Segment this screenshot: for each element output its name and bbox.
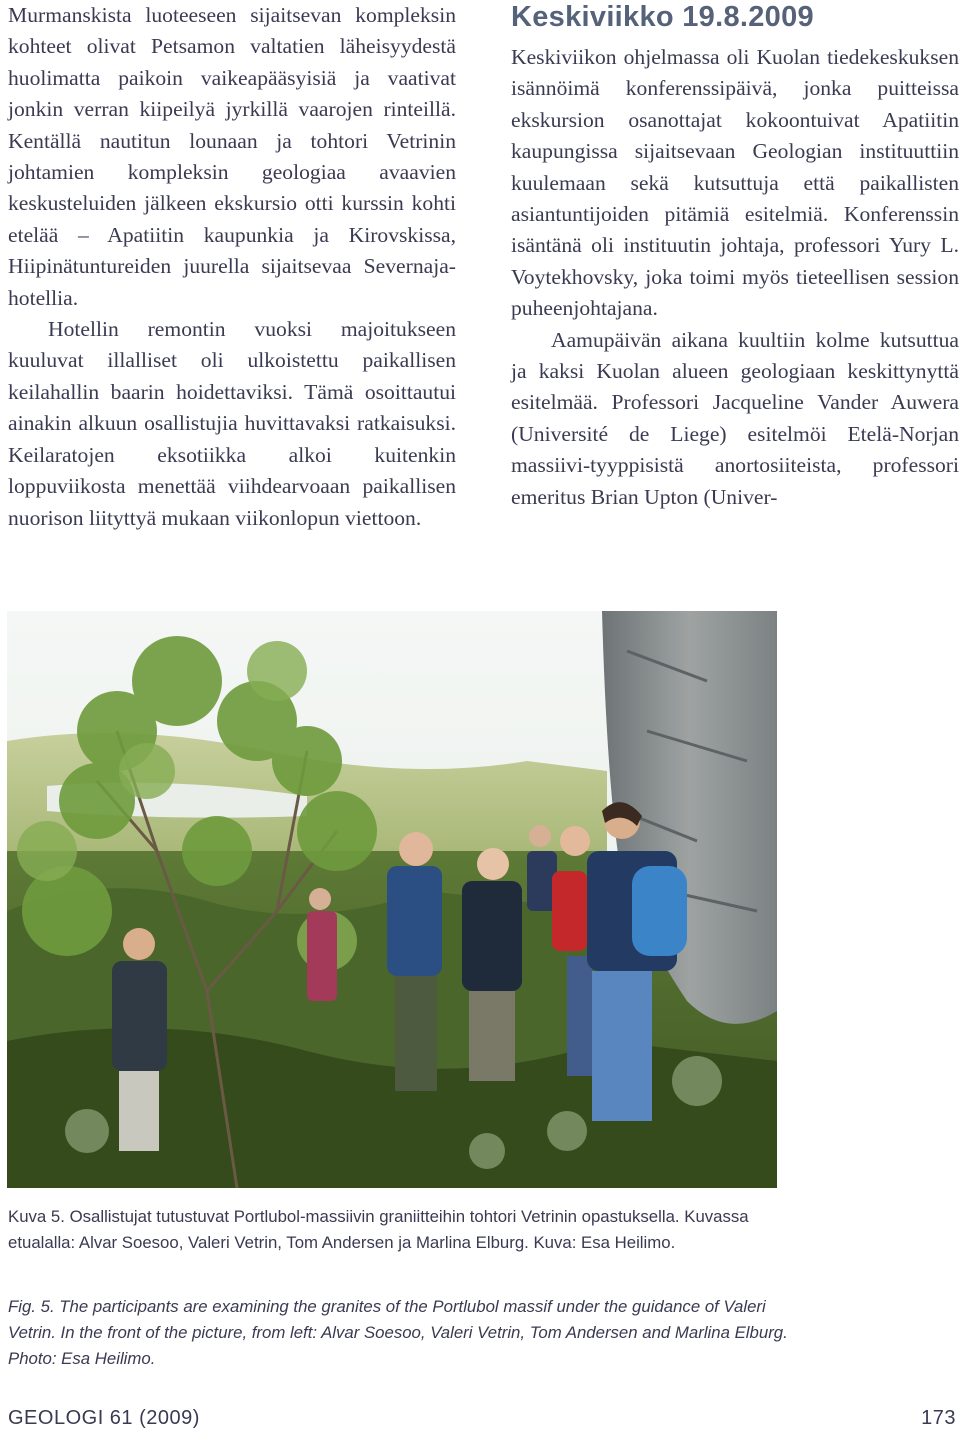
journal-footer: GEOLOGI 61 (2009) <box>8 1407 200 1429</box>
photo-caption-english: Fig. 5. The participants are examining the granites of the Portlubol massif under the guidance of Valeri Vetrin. In the front of the picture, from left: Alvar Soesoo, Valeri Vetrin, Tom Andersen and Marlina Elburg. Photo: Esa Heilimo. <box>8 1297 788 1368</box>
right-column <box>511 0 959 513</box>
paragraph: Murmanskista luoteeseen sijaitsevan kompleksin kohteet olivat Petsamon valtatien läheisyydestä huolimatta paikoin vaikeapääsyisiä ja vaativat jonkin verran kiipeilyä jyrkillä vaarojen rinteillä. Kentällä nautitun lounaan ja tohtori Vetrinin johtamien kompleksin geologiaa avaavien keskusteluiden jälkeen ekskursio otti kurssin kohti etelää – Apatiitin kaupunkia ja Kirovskissa, Hiipinätuntureiden juurella sijaitsevaa Severnaja-hotellia. <box>8 3 456 310</box>
paragraph: Keskiviikon ohjelmassa oli Kuolan tiedekeskuksen isännöimä konferenssipäivä, jonka puitteissa ekskursion osanottajat kokoontuivat Apatiitin kaupungissa sijaitsevaan Geologian instituuttiin kuulemaan sekä kutsuttuja että paikallisten asiantuntijoiden pitämiä esitelmiä. Konferenssin isäntänä oli instituutin johtaja, professori Yury L. Voytekhovsky, joka toimi myös tieteellisen session puheenjohtajana. <box>511 45 959 321</box>
paragraph: Hotellin remontin vuoksi majoitukseen kuuluvat illalliset oli ulkoistettu paikallisen keilahallin baarin hoidettaviksi. Tämä osoittautui ainakin alkuun osallistujia huvittavaksi ratkaisuksi. Keilaratojen eksotiikka alkoi kuitenkin loppuviikosta menettää viihdearvoaan paikallisen nuorison liityttyä mukaan viikonlopun viettoon. <box>8 317 456 530</box>
left-column <box>8 0 456 534</box>
section-heading: Keskiviikko 19.8.2009 <box>511 1 814 33</box>
paragraph: Aamupäivän aikana kuultiin kolme kutsuttua ja kaksi Kuolan alueen geologiaan keskittynyttä esitelmää. Professori Jacqueline Vander Auwera (Université de Liege) esitelmöi Etelä-Norjan massiivi-tyyppisistä anortosiiteista, professori emeritus Brian Upton (Univer- <box>511 327 959 509</box>
photo-caption-finnish: Kuva 5. Osallistujat tutustuvat Portlubol-massiivin graniitteihin tohtori Vetrinin opastuksella. Kuvassa etualalla: Alvar Soesoo, Valeri Vetrin, Tom Andersen ja Marlina Elburg. Kuva: Esa Heilimo. <box>8 1207 749 1252</box>
field-excursion-photo <box>7 611 777 1188</box>
page-number: 173 <box>921 1407 956 1429</box>
